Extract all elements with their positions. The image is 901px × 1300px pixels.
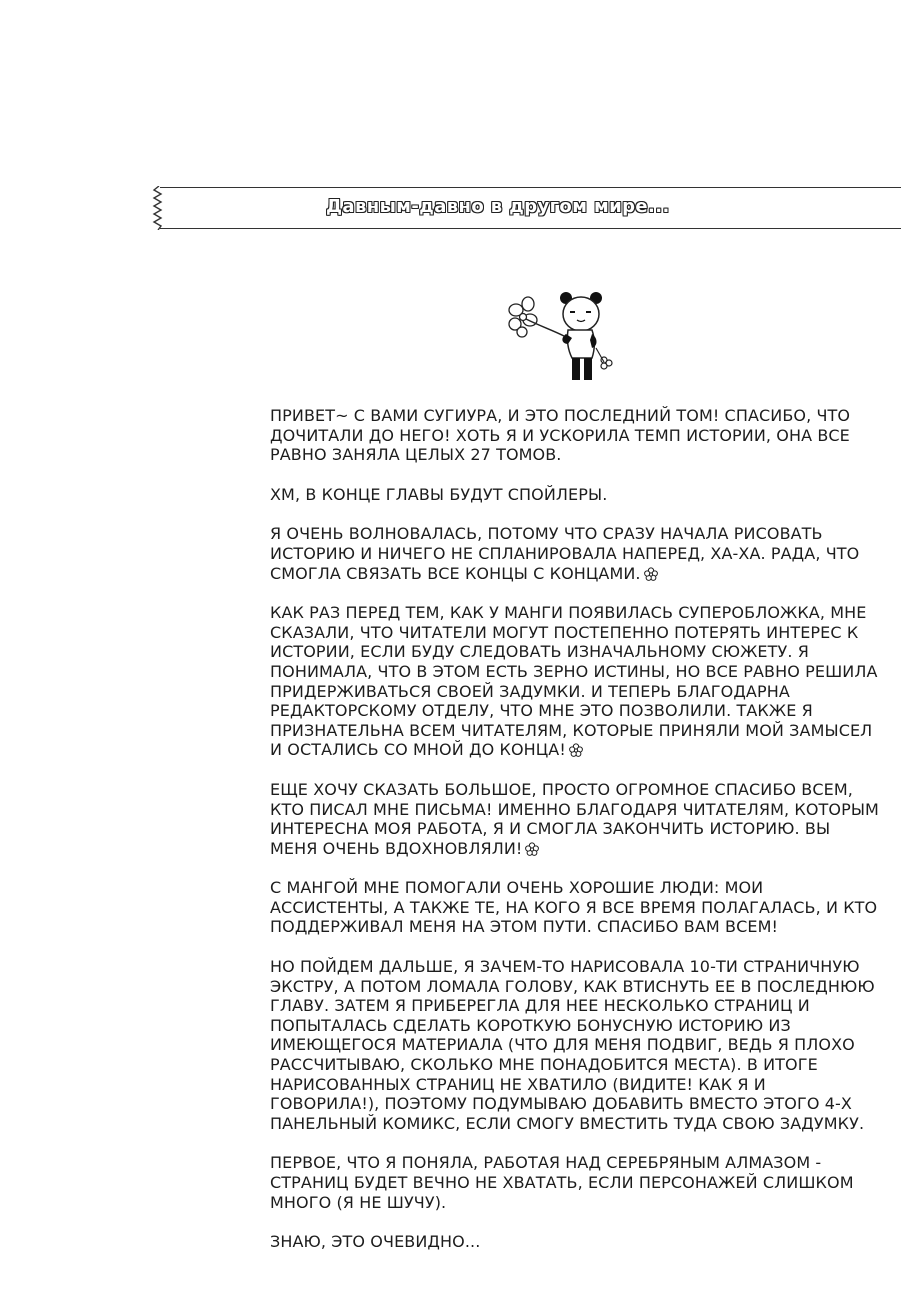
paragraph: ЗНАЮ, ЭТО ОЧЕВИДНО... (270, 1232, 481, 1252)
paragraph: ПЕРВОЕ, ЧТО Я ПОНЯЛА, РАБОТАЯ НАД СЕРЕБРЯНЫМ АЛМАЗОМ - СТРАНИЦ БУДЕТ ВЕЧНО НЕ ХВАТАТЬ, ЕСЛИ ПЕРСОНАЖЕЙ СЛИШКОМ МНОГО (Я НЕ ШУЧУ). (270, 1153, 854, 1212)
banner-title: Давным-давно в другом мире... (326, 196, 670, 217)
paragraph: ПРИВЕТ~ С ВАМИ СУГИУРА, И ЭТО ПОСЛЕДНИЙ ТОМ! СПАСИБО, ЧТО ДОЧИТАЛИ ДО НЕГО! ХОТЬ Я И УСКОРИЛА ТЕМП ИСТОРИИ, ОНА ВСЕ РАВНО ЗАНЯЛА ЦЕЛЫХ 27 ТОМОВ. (270, 406, 851, 465)
chapter-banner (152, 184, 901, 234)
afterword-text (270, 406, 880, 1272)
flower-icon (644, 567, 658, 581)
paragraph: КАК РАЗ ПЕРЕД ТЕМ, КАК У МАНГИ ПОЯВИЛАСЬ СУПЕРОБЛОЖКА, МНЕ СКАЗАЛИ, ЧТО ЧИТАТЕЛИ МОГУТ ПОСТЕПЕННО ПОТЕРЯТЬ ИНТЕРЕС К ИСТОРИИ, ЕСЛИ БУДУ СЛЕДОВАТЬ ИЗНАЧАЛЬНОМУ СЮЖЕТУ. Я ПОНИМАЛА, ЧТО В ЭТОМ ЕСТЬ ЗЕРНО ИСТИНЫ, НО ВСЕ РАВНО РЕШИЛА ПРИДЕРЖИВАТЬСЯ СВОЕЙ ЗАДУМКИ. И ТЕПЕРЬ БЛАГОДАРНА РЕДАКТОРСКОМУ ОТДЕЛУ, ЧТО МНЕ ЭТО ПОЗВОЛИЛИ. ТАКЖЕ Я ПРИЗНАТЕЛЬНА ВСЕМ ЧИТАТЕЛЯМ, КОТОРЫЕ ПРИНЯЛИ МОЙ ЗАМЫСЕЛ И ОСТАЛИСЬ СО МНОЙ ДО КОНЦА! (270, 603, 878, 760)
paragraph: ЕЩЕ ХОЧУ СКАЗАТЬ БОЛЬШОЕ, ПРОСТО ОГРОМНОЕ СПАСИБО ВСЕМ, КТО ПИСАЛ МНЕ ПИСЬМА! ИМЕННО БЛАГОДАРЯ ЧИТАТЕЛЯМ, КОТОРЫМ ИНТЕРЕСНА МОЯ РАБОТА, Я И СМОГЛА ЗАКОНЧИТЬ ИСТОРИЮ. ВЫ МЕНЯ ОЧЕНЬ ВДОХНОВЛЯЛИ! (270, 779, 879, 858)
panda-with-flower-illustration (500, 286, 620, 386)
paragraph: Я ОЧЕНЬ ВОЛНОВАЛАСЬ, ПОТОМУ ЧТО СРАЗУ НАЧАЛА РИСОВАТЬ ИСТОРИЮ И НИЧЕГО НЕ СПЛАНИРОВАЛА НАПЕРЕД, ХА-ХА. РАДА, ЧТО СМОГЛА СВЯЗАТЬ ВСЕ КОНЦЫ С КОНЦАМИ. (270, 524, 860, 583)
paragraph: ХМ, В КОНЦЕ ГЛАВЫ БУДУТ СПОЙЛЕРЫ. (270, 484, 608, 504)
banner-top-line (160, 187, 901, 188)
paragraph: С МАНГОЙ МНЕ ПОМОГАЛИ ОЧЕНЬ ХОРОШИЕ ЛЮДИ: МОИ АССИСТЕНТЫ, А ТАКЖЕ ТЕ, НА КОГО Я ВСЕ ВРЕМЯ ПОЛАГАЛАСЬ, И КТО ПОДДЕРЖИВАЛ МЕНЯ НА ЭТОМ ПУТИ. СПАСИБО ВАМ ВСЕМ! (270, 878, 878, 937)
banner-bottom-line (160, 228, 901, 229)
banner-zigzag-edge (152, 186, 166, 230)
flower-icon (509, 297, 564, 337)
flower-icon (569, 743, 583, 757)
paragraph: НО ПОЙДЕМ ДАЛЬШЕ, Я ЗАЧЕМ-ТО НАРИСОВАЛА 10-ТИ СТРАНИЧНУЮ ЭКСТРУ, А ПОТОМ ЛОМАЛА ГОЛОВУ, КАК ВТИСНУТЬ ЕЕ В ПОСЛЕДНЮЮ ГЛАВУ. ЗАТЕМ Я ПРИБЕРЕГЛА ДЛЯ НЕЕ НЕСКОЛЬКО СТРАНИЦ И ПОПЫТАЛАСЬ СДЕЛАТЬ КОРОТКУЮ БОНУСНУЮ ИСТОРИЮ ИЗ ИМЕЮЩЕГОСЯ МАТЕРИАЛА (ЧТО ДЛЯ МЕНЯ ПОДВИГ, ВЕДЬ Я ПЛОХО РАССЧИТЫВАЮ, СКОЛЬКО МНЕ ПОНАДОБИТСЯ МЕСТА). В ИТОГЕ НАРИСОВАННЫХ СТРАНИЦ НЕ ХВАТИЛО (ВИДИТЕ! КАК Я И ГОВОРИЛА!), ПОЭТОМУ ПОДУМЫВАЮ ДОБАВИТЬ ВМЕСТО ЭТОГО 4-Х ПАНЕЛЬНЫЙ КОМИКС, ЕСЛИ СМОГУ ВМЕСТИТЬ ТУДА СВОЮ ЗАДУМКУ. (270, 957, 875, 1133)
flower-icon (525, 842, 539, 856)
